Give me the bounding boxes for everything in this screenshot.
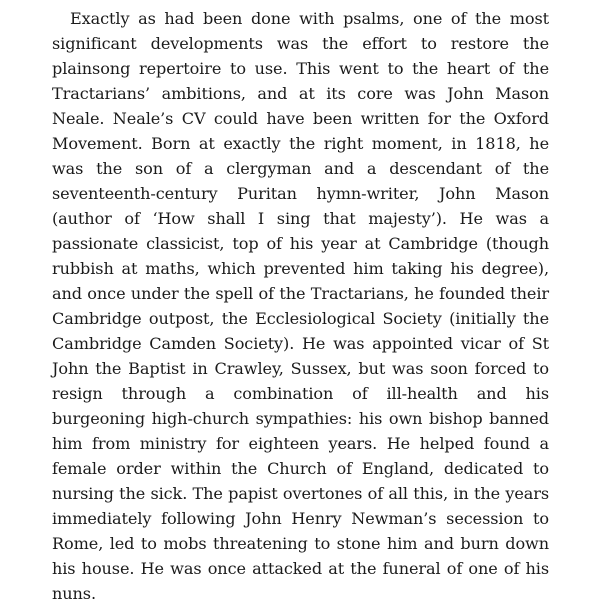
page-body: [52, 6, 549, 606]
body-paragraph: Exactly as had been done with psalms, one of the most significant developments was the effort to restore the plainsong repertoire to use. This went to the heart of the Tractarians’ ambitions, and at its core was John Mason Neale. Neale’s CV could have been written for the Oxford Movement. Born at exactly the right moment, in 1818, he was the son of a clergyman and a descendant of the seventeenth-century Puritan hymn-writer, John Mason (author of ‘How shall I sing that majesty’). He was a passionate classicist, top of his year at Cambridge (though rubbish at maths, which prevented him taking his degree), and once under the spell of the Tractarians, he founded their Cambridge outpost, the Ecclesiological Society (initially the Cambridge Camden Society). He was appointed vicar of St John the Baptist in Crawley, Sussex, but was soon forced to resign through a combination of ill-health and his burgeoning high-church sympathies: his own bishop banned him from ministry for eighteen years. He helped found a female order within the Church of England, dedicated to nursing the sick. The papist overtones of all this, in the years immediately following John Henry Newman’s secession to Rome, led to mobs threatening to stone him and burn down his house. He was once attacked at the funeral of one of his nuns.: [52, 9, 549, 603]
